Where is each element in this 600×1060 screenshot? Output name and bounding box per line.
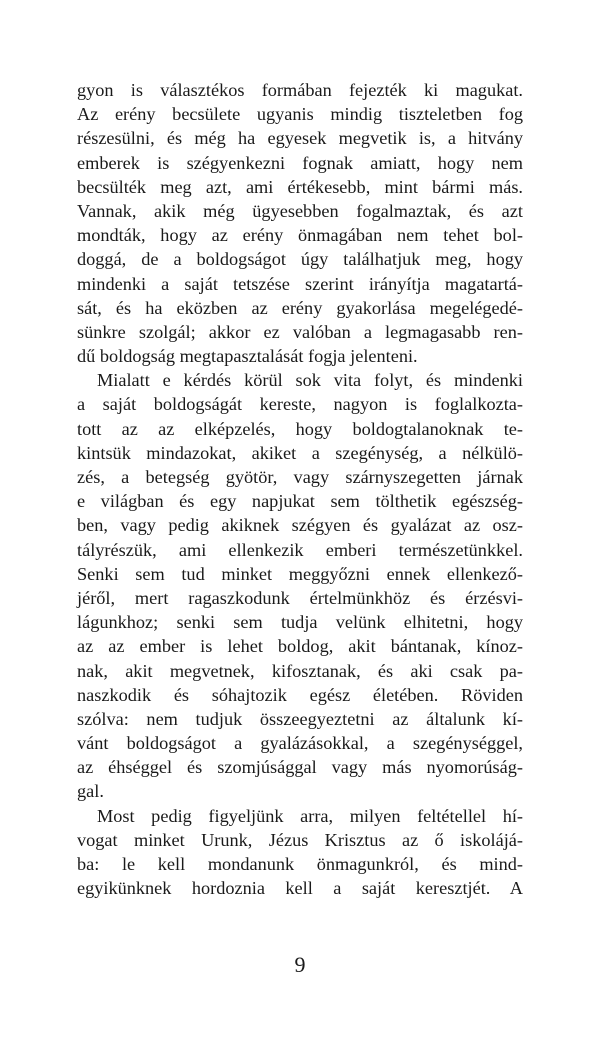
text-line: szólva: nem tudjuk összeegyeztetni az általunk kí-	[77, 708, 523, 729]
text-line: az az ember is lehet boldog, akit bántanak, kínoz-	[77, 636, 523, 657]
text-line: részesülni, és még ha egyesek megvetik is, a hitvány	[77, 128, 523, 149]
text-line: az éhséggel és szomjúsággal vagy más nyomorúság-	[77, 757, 523, 778]
text-line: tott az az elképzelés, hogy boldogtalanoknak te-	[77, 418, 523, 439]
text-line: emberek is szégyenkezni fognak amiatt, hogy nem	[77, 152, 523, 173]
text-line: Mialatt e kérdés körül sok vita folyt, és mindenki	[97, 370, 523, 391]
text-line: mindenki a saját tetszése szerint irányítja magatartá-	[77, 273, 523, 294]
text-line: vogat minket Urunk, Jézus Krisztus az ő iskolájá-	[77, 829, 523, 850]
text-line: becsülték meg azt, ami értékesebb, mint bármi más.	[77, 176, 523, 197]
text-line: dű boldogság megtapasztalását fogja jelenteni.	[77, 346, 418, 367]
text-line: nak, akit megvetnek, kifosztanak, és aki csak pa-	[77, 660, 523, 681]
text-line: Most pedig figyeljünk arra, milyen feltétellel hí-	[97, 805, 523, 826]
text-line: mondták, hogy az erény önmagában nem tehet bol-	[77, 225, 523, 246]
text-line: egyikünknek hordoznia kell a saját keresztjét. A	[77, 878, 523, 899]
text-line: Az erény becsülete ugyanis mindig tiszteletben fog	[77, 104, 523, 125]
text-line: ba: le kell mondanunk önmagunkról, és mind-	[77, 854, 523, 874]
text-line: jéről, mert ragaszkodunk értelmünkhöz és érzésvi-	[77, 587, 523, 608]
text-line: vánt boldogságot a gyalázásokkal, a szegénységgel,	[77, 733, 523, 754]
text-line: zés, a betegség gyötör, vagy szárnyszegetten járnak	[77, 467, 523, 487]
page-text	[77, 78, 523, 900]
text-line: sát, és ha eközben az erény gyakorlása megelégedé-	[77, 297, 523, 318]
paragraph	[77, 368, 523, 803]
paragraph	[77, 78, 523, 368]
text-line: gyon is választékos formában fejezték ki magukat.	[77, 80, 523, 100]
text-line: tályrészük, ami ellenkezik emberi természetünkkel.	[77, 539, 523, 560]
text-line: Vannak, akik még ügyesebben fogalmaztak, és azt	[77, 200, 523, 221]
text-line: naszkodik és sóhajtozik egész életében. Röviden	[77, 684, 523, 705]
text-line: a saját boldogságát kereste, nagyon is foglalkozta-	[77, 394, 523, 415]
page-number: 9	[294, 952, 306, 977]
text-line: sünkre szolgál; akkor ez valóban a legmagasabb ren-	[77, 321, 523, 342]
paragraph	[77, 804, 523, 901]
text-line: doggá, de a boldogságot úgy találhatjuk meg, hogy	[77, 249, 523, 270]
text-line: gal.	[77, 781, 104, 802]
text-line: lágunkhoz; senki sem tudja velünk elhitetni, hogy	[77, 612, 523, 633]
text-line: ben, vagy pedig akiknek szégyen és gyalázat az osz-	[77, 515, 523, 536]
text-line: Senki sem tud minket meggyőzni ennek ellenkező-	[77, 563, 523, 584]
text-line: kintsük mindazokat, akiket a szegénység, a nélkülö-	[77, 442, 523, 463]
text-line: e világban és egy napjukat sem tölthetik egészség-	[77, 491, 523, 512]
